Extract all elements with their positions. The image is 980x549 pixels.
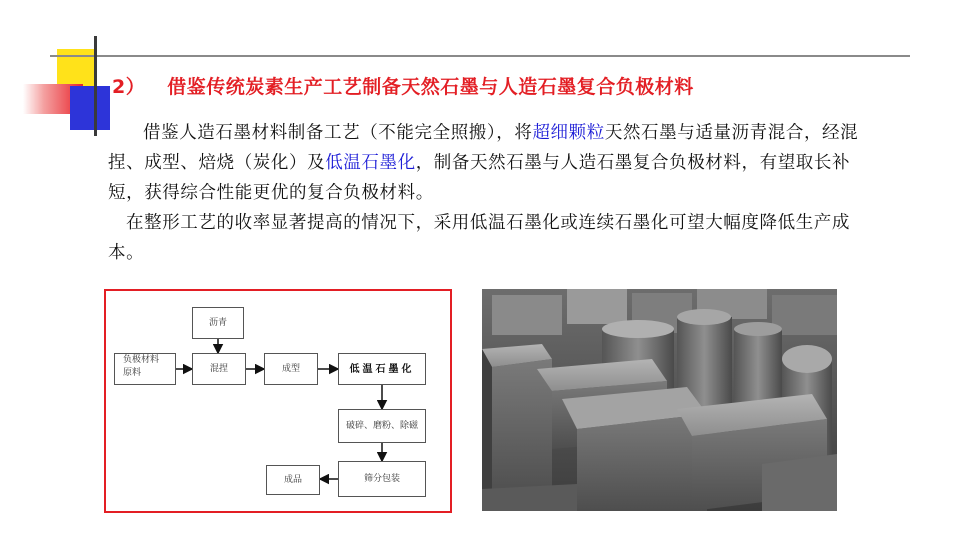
node-raw-material-line2: 原料 (123, 368, 142, 378)
highlight-ultrafine-particles: 超细颗粒 (532, 123, 605, 143)
node-finished-product: 成品 (266, 465, 320, 495)
process-flowchart (104, 289, 452, 513)
node-raw-material (114, 353, 176, 385)
highlight-low-temp-graphitization: 低温石墨化 (325, 153, 416, 173)
paragraph-1-part1: 借鉴人造石墨材料制备工艺（不能完全照搬），将 (143, 123, 533, 143)
node-pitch: 沥青 (192, 307, 244, 339)
node-crushing-milling-demagnetizing: 破碎、磨粉、除磁 (338, 409, 426, 443)
title-text: 借鉴传统炭素生产工艺制备天然石墨与人造石墨复合负极材料 (167, 76, 694, 98)
paragraph-1-part3: ，制备天然石墨与人造石墨复合负极材料，有望取长补短，获得综合性能更优的复合负极材料。 (108, 153, 851, 203)
node-kneading: 混捏 (192, 353, 246, 385)
paragraph-1-part2: 天然石墨与适量沥青混合，经混捏、成型、焙烧（炭化）及 (108, 123, 859, 173)
paragraph-1 (108, 118, 868, 208)
decor-blue-square (70, 86, 110, 130)
node-sieving-packaging: 筛分包装 (338, 461, 426, 497)
decor-horizontal-line (50, 55, 910, 57)
decor-vertical-line (94, 36, 97, 136)
paragraph-2-text: 在整形工艺的收率显著提高的情况下，采用低温石墨化或连续石墨化可望大幅度降低生产成本。 (108, 213, 850, 263)
node-low-temp-graphitization: 低温石墨化 (338, 353, 426, 385)
node-forming: 成型 (264, 353, 318, 385)
slide-title (112, 72, 694, 99)
title-number: 2） (112, 76, 146, 98)
paragraph-2 (108, 208, 868, 268)
node-raw-material-line1: 负极材料 (123, 355, 160, 365)
graphite-blocks-photo (482, 289, 837, 511)
